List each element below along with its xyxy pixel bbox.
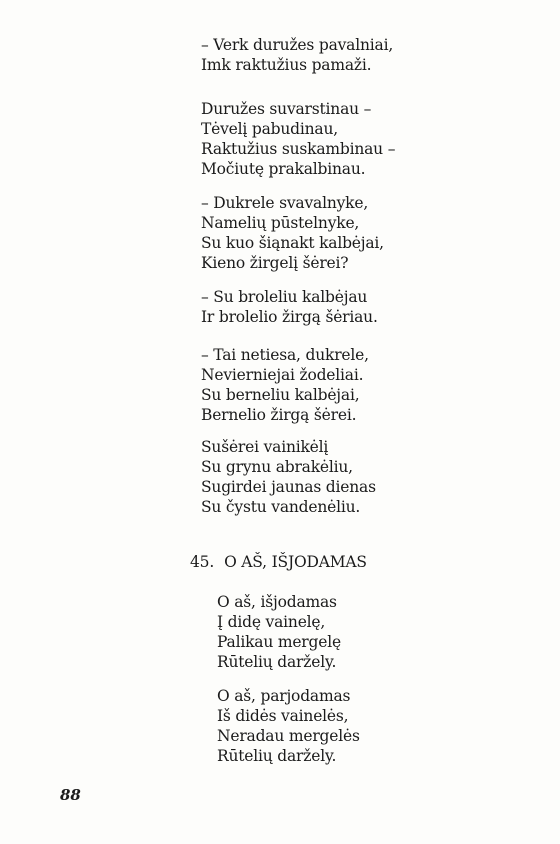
verse-line: Močiutę prakalbinau.	[201, 160, 366, 178]
poem-44-stanza-4	[201, 287, 378, 327]
verse-line: – Tai netiesa, dukrele,	[201, 346, 369, 364]
verse-line: Su grynu abrakėliu,	[201, 458, 353, 476]
verse-line: Imk raktužius pamaži.	[201, 56, 372, 74]
verse-line: Raktužius suskambinau –	[201, 140, 396, 158]
poem-45-stanza-2	[217, 686, 360, 766]
verse-line: Tėvelį pabudinau,	[201, 120, 338, 138]
verse-line: Duružes suvarstinau –	[201, 100, 372, 118]
verse-line: Rūtelių daržely.	[217, 747, 337, 765]
verse-line: Sušėrei vainikėlį	[201, 438, 329, 456]
verse-line: Palikau mergelę	[217, 633, 341, 651]
poem-number: 45.	[190, 553, 215, 571]
verse-line: O aš, parjodamas	[217, 687, 351, 705]
poem-44-stanza-5	[201, 345, 369, 425]
verse-line: Rūtelių daržely.	[217, 653, 337, 671]
poem-44-stanza-3	[201, 193, 384, 273]
poem-title: O AŠ, IŠJODAMAS	[224, 553, 367, 571]
poem-44-stanza-6	[201, 437, 376, 517]
poem-44-stanza-2	[201, 99, 395, 179]
verse-line: Neradau mergelės	[217, 727, 360, 745]
poem-45-heading	[190, 552, 367, 572]
verse-line: O aš, išjodamas	[217, 593, 337, 611]
verse-line: Nevierniejai žodeliai.	[201, 366, 364, 384]
verse-line: – Dukrele svavalnyke,	[201, 194, 369, 212]
verse-line: Sugirdei jaunas dienas	[201, 478, 376, 496]
verse-line: – Verk duružes pavalniai,	[201, 36, 394, 54]
verse-line: Į didę vainelę,	[217, 613, 326, 631]
verse-line: Iš didės vainelės,	[217, 707, 349, 725]
verse-line: Su čystu vandenėliu.	[201, 498, 361, 516]
verse-line: – Su broleliu kalbėjau	[201, 288, 368, 306]
page-number: 88	[60, 786, 81, 804]
verse-line: Su kuo šiąnakt kalbėjai,	[201, 234, 384, 252]
poem-44-stanza-1	[201, 35, 393, 75]
verse-line: Namelių pūstelnyke,	[201, 214, 360, 232]
verse-line: Ir brolelio žirgą šėriau.	[201, 308, 378, 326]
verse-line: Su berneliu kalbėjai,	[201, 386, 360, 404]
verse-line: Kieno žirgelį šėrei?	[201, 254, 349, 272]
verse-line: Bernelio žirgą šėrei.	[201, 406, 357, 424]
poem-45-stanza-1	[217, 592, 341, 672]
